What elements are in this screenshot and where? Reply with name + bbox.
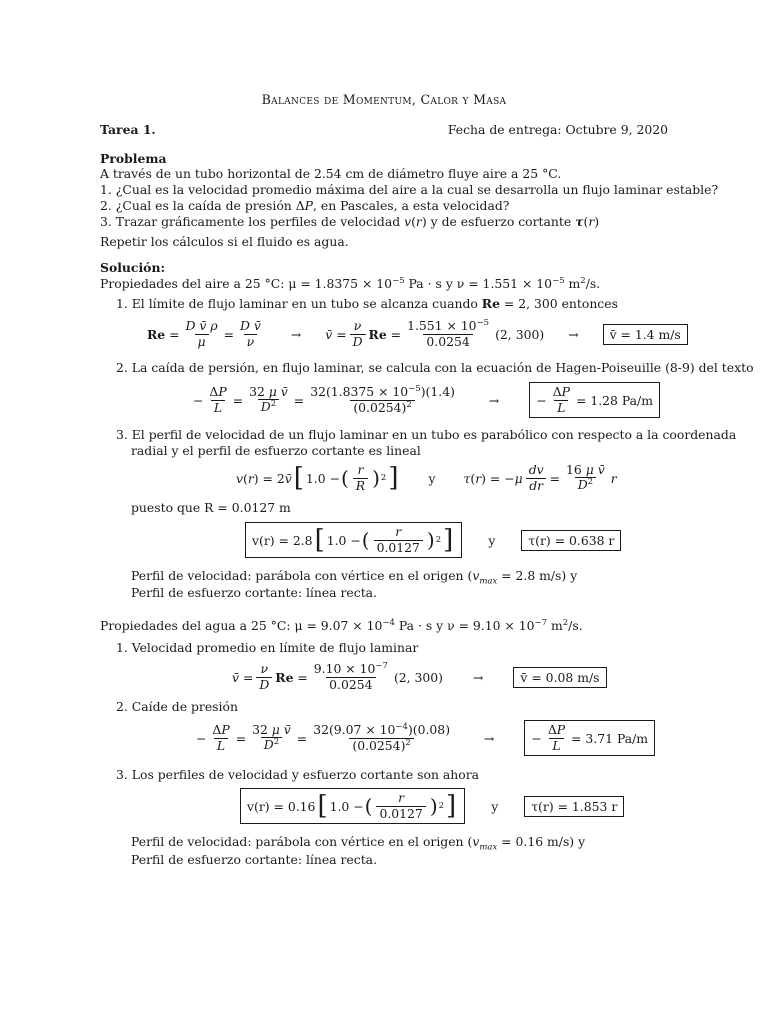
water-shear-profile-note: Perfil de esfuerzo cortante: línea recta. bbox=[131, 852, 378, 867]
air-pressure-equation: − $\frac{\Delta P}{L}$ = $\frac{\text{32 μ v̄}}{D^2}$ = $\frac{32(1.8375 \times 10^{-5})(1.4)}{(0.0254)^2}$ → − $\frac{\Delta P}{L}$ = 1.28 Pa/m bbox=[193, 380, 660, 420]
water-specific-profiles: v(r) = 0.16 [ 1.0 − ( $\frac{r}{0.0127}$ ) 2 ] y τ(r) = 1.853 r bbox=[240, 786, 624, 826]
water-item-3: 3. Los perfiles de velocidad y esfuerzo cortante son ahora bbox=[116, 767, 480, 782]
air-velocity-result: v̄ = 1.4 m/s bbox=[603, 324, 688, 345]
air-item-3-line-2: radial y el perfil de esfuerzo cortante es lineal bbox=[131, 443, 421, 458]
task-label: Tarea 1. bbox=[100, 122, 156, 137]
water-item-2: 2. Caíde de presión bbox=[116, 699, 238, 714]
page-title: Balances de Momentum, Calor y Masa bbox=[261, 92, 507, 107]
repeat-note: Repetir los cálculos si el fluido es agua. bbox=[100, 234, 349, 249]
air-pressure-result: − $\frac{\Delta P}{L}$ = 1.28 Pa/m bbox=[529, 382, 660, 418]
water-item-1: 1. Velocidad promedio en límite de flujo laminar bbox=[116, 640, 419, 655]
water-pressure-equation: − $\frac{\Delta P}{L}$ = $\frac{\text{32 μ v̄}}{D^2}$ = $\frac{32(9.07 \times 10^{-4})(0.08)}{(0.0254)^2}$ → − $\frac{\Delta P}{L}$ = 3.71 Pa/m bbox=[196, 718, 655, 758]
water-shear-profile-box: τ(r) = 1.853 r bbox=[524, 796, 624, 817]
air-shear-profile-box: τ(r) = 0.638 r bbox=[521, 530, 621, 551]
air-properties: Propiedades del aire a 25 °C: $\mu = 1.8375 \times 10^{-5}$ Pa · s y $\nu = 1.551 \times 10^{-5}$ $m^2/s$. bbox=[100, 276, 601, 292]
air-shear-profile-note: Perfil de esfuerzo cortante: línea recta. bbox=[131, 585, 378, 600]
problem-heading: Problema bbox=[100, 151, 167, 166]
question-1: 1. ¿Cual es la velocidad promedio máxima del aire a la cual se desarrolla un flujo laminar estable? bbox=[100, 182, 719, 197]
air-item-1: 1. El límite de flujo laminar en un tubo se alcanza cuando Re = 2, 300 entonces bbox=[116, 296, 618, 311]
water-properties: Propiedades del agua a 25 °C: $\mu = 9.07 \times 10^{-4}$ Pa · s y $\nu = 9.10 \times 10^{-7}$ $m^2/s$. bbox=[100, 618, 583, 634]
air-specific-profiles: v(r) = 2.8 [ 1.0 − ( $\frac{r}{0.0127}$ ) 2 ] y τ(r) = 0.638 r bbox=[245, 520, 621, 560]
water-velocity-profile-box: v(r) = 0.16 [ 1.0 − ( $\frac{r}{0.0127}$ ) 2 ] bbox=[240, 788, 465, 824]
air-radius-note: puesto que R = 0.0127 m bbox=[131, 500, 291, 515]
question-2: 2. ¿Cual es la caída de presión ΔP, en Pascales, a esta velocidad? bbox=[100, 198, 510, 213]
solution-heading: Solución: bbox=[100, 260, 166, 275]
air-reynolds-equation: Re = $\frac{\text{D v̄ ρ}}{\mu}$ = $\frac{\text{D v̄}}{\nu}$ → v̄ = $\frac{\nu}{D}$ Re = $\frac{1.551 \times 10^{-5}}{0.0254}$ (2, 300) → v̄ = 1.4 m/s bbox=[147, 315, 688, 353]
question-3: 3. Trazar gráficamente los perfiles de velocidad v(r) y de esfuerzo cortante τ(r) bbox=[100, 214, 600, 229]
air-velocity-profile-note: Perfil de velocidad: parábola con vértice en el origen ($v_{max} = 2.8$ m/s) y bbox=[131, 568, 578, 587]
water-velocity-profile-note: Perfil de velocidad: parábola con vértice en el origen ($v_{max} = 0.16$ m/s) y bbox=[131, 834, 586, 853]
due-date: Fecha de entrega: Octubre 9, 2020 bbox=[447, 122, 668, 137]
water-velocity-equation: v̄ = $\frac{\nu}{D}$ Re = $\frac{9.10 \times 10^{-7}}{0.0254}$ (2, 300) → v̄ = 0.08 m/s bbox=[232, 658, 607, 696]
air-item-2: 2. La caída de persión, en flujo laminar, se calcula con la ecuación de Hagen-Poiseuille (8-9) del texto bbox=[116, 360, 754, 375]
air-item-3-line-1: 3. El perfil de velocidad de un flujo laminar en un tubo es parabólico con respecto a la coordenada bbox=[116, 427, 737, 442]
water-velocity-result: v̄ = 0.08 m/s bbox=[513, 667, 606, 688]
water-pressure-result: − $\frac{\Delta P}{L}$ = 3.71 Pa/m bbox=[524, 720, 655, 756]
air-velocity-profile-box: v(r) = 2.8 [ 1.0 − ( $\frac{r}{0.0127}$ ) 2 ] bbox=[245, 522, 462, 558]
air-profile-equations: v ( r ) = 2 v̄ [ 1.0 − ( $\frac{r}{R}$ ) 2 ] y τ ( r ) = − μ $\frac{dv}{dr}$ = $\frac{\text{16 μ v̄}}{D^2}$ r bbox=[236, 462, 617, 493]
problem-intro: A través de un tubo horizontal de 2.54 cm de diámetro fluye aire a 25 °C. bbox=[100, 166, 562, 181]
